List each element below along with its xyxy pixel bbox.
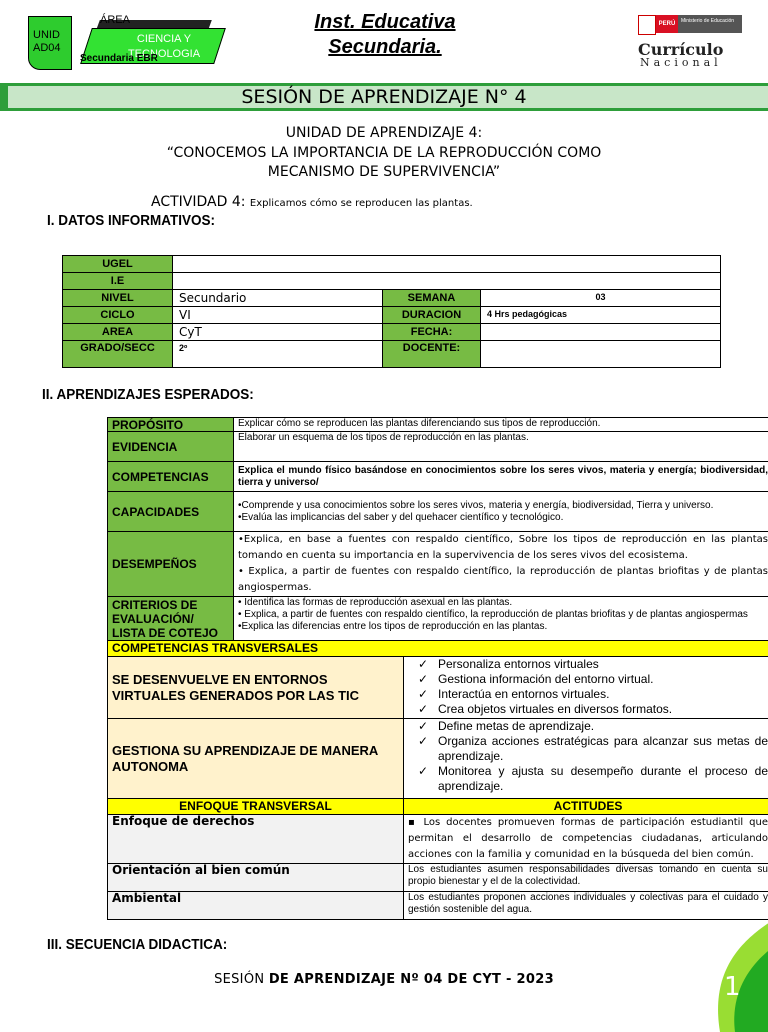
check-item: ✓ Personaliza entornos virtuales — [438, 657, 768, 672]
duracion-label: DURACION — [383, 307, 481, 324]
section-2-heading: II. APRENDIZAJES ESPERADOS: — [42, 386, 254, 403]
table-row — [108, 418, 768, 432]
desempenos-cell — [234, 532, 768, 597]
capacidad-item: •Comprende y usa conocimientos sobre los seres vivos, materia y energía, biodiversidad, Tierra y universo. — [238, 500, 768, 512]
ciclo-value: VI — [173, 307, 383, 324]
table-row — [63, 341, 721, 368]
bien-comun-label: Orientación al bien común — [108, 864, 404, 892]
footer-title: DE APRENDIZAJE Nº 04 DE CYT - 2023 — [269, 972, 554, 987]
tic-competence: SE DESENVUELVE EN ENTORNOS VIRTUALES GENERADOS POR LAS TIC — [108, 657, 404, 719]
table-row — [63, 256, 721, 273]
grado-value: 2º — [173, 341, 383, 368]
proposito-value: Explicar cómo se reproducen las plantas diferenciando sus tipos de reproducción. — [234, 418, 768, 432]
unit-line-3: MECANISMO DE SUPERVIVENCIA” — [0, 164, 768, 181]
page-number: 1 — [724, 972, 741, 1002]
desempeno-item: • Explica, a partir de fuentes con respaldo científico, la reproducción de plantas briofitas y de plantas angiospermas. — [238, 564, 768, 596]
criterios-cell — [234, 597, 768, 641]
docente-value — [481, 341, 721, 368]
ie-label: I.E — [63, 273, 173, 290]
table-row — [63, 324, 721, 341]
check-item: ✓ Monitorea y ajusta su desempeño durante el proceso de aprendizaje. — [438, 764, 768, 794]
unit-badge: UNID AD04 — [28, 16, 72, 70]
desempeno-item: •Explica, en base a fuentes con respaldo científico, Sobre los tipos de reproducción en las plantas tomando en cuenta su importancia en la supervivencia de los seres vivos del ecosistema. — [238, 532, 768, 564]
semana-label: SEMANA — [383, 290, 481, 307]
nivel-value: Secundario — [173, 290, 383, 307]
capacidad-item: •Evalúa las implicancias del saber y del quehacer científico y tecnológico. — [238, 512, 768, 524]
table-row — [108, 719, 768, 799]
criterio-item: • Explica, a partir de fuentes con respaldo científico, la reproducción de plantas briofitas y de plantas angiospermas — [238, 609, 768, 621]
learning-table — [107, 417, 768, 920]
ugel-value — [173, 256, 721, 273]
competencias-value: Explica el mundo físico basándose en conocimientos sobre los seres vivos, materia y energía; biodiversidad, tierra y universo/ — [234, 462, 768, 492]
docente-label: DOCENTE: — [383, 341, 481, 368]
semana-value: 03 — [481, 290, 721, 307]
derechos-label: Enfoque de derechos — [108, 815, 404, 864]
table-row — [108, 815, 768, 864]
table-row — [108, 532, 768, 597]
competencias-label: COMPETENCIAS — [108, 462, 234, 492]
peru-shield-icon — [638, 15, 656, 35]
area-label: AREA — [63, 324, 173, 341]
table-row — [108, 641, 768, 657]
table-row — [108, 462, 768, 492]
evidencia-label: EVIDENCIA — [108, 432, 234, 462]
check-item: ✓ Interactúa en entornos virtuales. — [438, 687, 768, 702]
actitudes-header: ACTITUDES — [404, 799, 768, 815]
activity-label: ACTIVIDAD 4: — [151, 194, 245, 210]
evidencia-value: Elaborar un esquema de los tipos de reproducción en las plantas. — [234, 432, 768, 462]
table-row — [108, 492, 768, 532]
capacidades-cell — [234, 492, 768, 532]
institution-title: Inst. Educativa Secundaria. — [270, 10, 500, 60]
table-row — [108, 597, 768, 641]
bien-comun-value: Los estudiantes asumen responsabilidades diversas tomando en cuenta su propio bienestar y el de la colectividad. — [404, 864, 768, 892]
session-title: SESIÓN DE APRENDIZAJE N° 4 — [0, 86, 768, 109]
unit-line-2: “CONOCEMOS LA IMPORTANCIA DE LA REPRODUCCIÓN COMO — [0, 145, 768, 162]
subject-badge-label: CIENCIA Y TECNOLOGIA — [104, 32, 224, 62]
gestiona-items-cell — [404, 719, 768, 799]
fecha-value — [481, 324, 721, 341]
footer-prefix: SESIÓN — [214, 972, 264, 987]
nivel-label: NIVEL — [63, 290, 173, 307]
criterio-item: •Explica las diferencias entre los tipos de reproducción en las plantas. — [238, 621, 768, 633]
derechos-value: ▪ Los docentes promueven formas de participación estudiantil que permitan el desarrollo de competencias ciudadanas, articulando acciones con la familia y comunidad en la búsqueda del bien común. — [404, 815, 768, 864]
desempenos-label: DESEMPEÑOS — [108, 532, 234, 597]
ambiental-label: Ambiental — [108, 892, 404, 920]
table-row — [108, 799, 768, 815]
section-1-heading: I. DATOS INFORMATIVOS: — [47, 212, 215, 229]
gestiona-competence: GESTIONA SU APRENDIZAJE DE MANERA AUTONOMA — [108, 719, 404, 799]
area-value: CyT — [173, 324, 383, 341]
criterios-label: CRITERIOS DE EVALUACIÓN/ LISTA DE COTEJO — [108, 597, 234, 641]
table-row — [63, 307, 721, 324]
ie-value — [173, 273, 721, 290]
criterio-item: • Identifica las formas de reproducción asexual en las plantas. — [238, 597, 768, 609]
badge-area-label: ÁREA — [100, 14, 130, 26]
check-item: ✓ Define metas de aprendizaje. — [438, 719, 768, 734]
grado-label: GRADO/SECC — [63, 341, 173, 368]
unit-line-1: UNIDAD DE APRENDIZAJE 4: — [0, 125, 768, 142]
table-row — [108, 892, 768, 920]
transversales-header: COMPETENCIAS TRANSVERSALES — [108, 641, 768, 657]
info-table — [62, 255, 721, 368]
table-row — [108, 432, 768, 462]
table-row — [108, 864, 768, 892]
footer — [0, 972, 768, 987]
activity-text: Explicamos cómo se reproducen las plantas. — [250, 198, 473, 209]
ugel-label: UGEL — [63, 256, 173, 273]
ciclo-label: CICLO — [63, 307, 173, 324]
tic-items-cell — [404, 657, 768, 719]
ambiental-value: Los estudiantes proponen acciones individuales y colectivas para el cuidado y gestión sostenible del agua. — [404, 892, 768, 920]
proposito-label: PROPÓSITO — [108, 418, 234, 432]
enfoque-header: ENFOQUE TRANSVERSAL — [108, 799, 404, 815]
logo-peru: PERÚ — [656, 15, 678, 33]
logo-curriculum: Currículo — [638, 40, 723, 59]
duracion-value: 4 Hrs pedagógicas — [481, 307, 721, 324]
table-row — [63, 290, 721, 307]
table-row — [108, 657, 768, 719]
logo-national: Nacional — [640, 56, 722, 69]
activity-line — [151, 194, 473, 210]
check-item: ✓ Organiza acciones estratégicas para alcanzar sus metas de aprendizaje. — [438, 734, 768, 764]
fecha-label: FECHA: — [383, 324, 481, 341]
check-item: ✓ Crea objetos virtuales en diversos formatos. — [438, 702, 768, 717]
check-item: ✓ Gestiona información del entorno virtual. — [438, 672, 768, 687]
section-3-heading: III. SECUENCIA DIDACTICA: — [47, 936, 227, 953]
level-label: Secundaria EBR — [80, 53, 158, 64]
capacidades-label: CAPACIDADES — [108, 492, 234, 532]
table-row — [63, 273, 721, 290]
logo-ministry: Ministerio de Educación — [678, 15, 742, 33]
